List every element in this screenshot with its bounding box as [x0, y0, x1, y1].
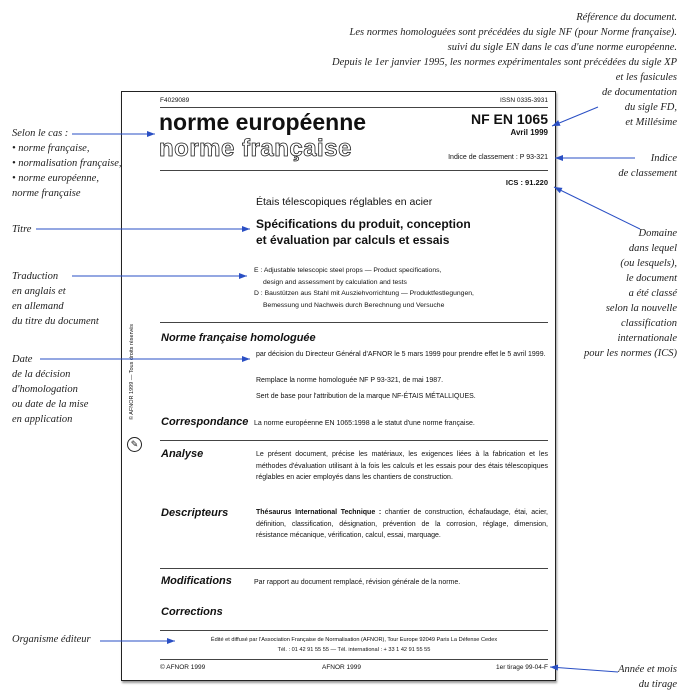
- note-line: Année et mois: [618, 664, 677, 675]
- publisher-line: Édité et diffusé par l'Association Française de Normalisation (AFNOR), Tour Europe 92049 Paris La Défense Cedex: [210, 637, 498, 643]
- footer-center: AFNOR 1999: [322, 664, 362, 671]
- corrections-heading: Corrections: [161, 606, 223, 618]
- document-code: F4029089: [160, 97, 190, 104]
- translation-de: D : Baustützen aus Stahl mit Ausziehvorrichtung — Produktfestlegungen,: [254, 290, 474, 297]
- translation-de: Bemessung und Nachweis durch Berechnung und Versuche: [263, 301, 445, 309]
- analyse-heading: Analyse: [161, 448, 204, 460]
- note-line: pour les normes (ICS): [583, 348, 677, 359]
- sert-text: Sert de base pour l'attribution de la marque NF-ÉTAIS MÉTALLIQUES.: [256, 393, 476, 400]
- note-line: selon la nouvelle: [605, 303, 677, 314]
- remplace-text: Remplace la norme homologuée NF P 93-321, de mai 1987.: [256, 377, 444, 384]
- document-type-secondary: norme française: [159, 135, 352, 162]
- note-line: classification: [621, 318, 677, 329]
- note-line: Référence du document.: [576, 12, 677, 23]
- correspondance-text: La norme européenne EN 1065:1998 a le statut d'une norme française.: [254, 420, 475, 427]
- note-line: Selon le cas :: [12, 128, 69, 139]
- note-line: Domaine: [638, 228, 677, 239]
- note-line: du titre du document: [12, 316, 99, 327]
- translation-en: design and assessment by calculation and tests: [263, 278, 407, 286]
- homologuee-text: par décision du Directeur Général d'AFNOR le 5 mars 1999 pour prendre effet le 5 avril 1999.: [256, 351, 546, 358]
- document-type-primary: norme européenne: [159, 109, 367, 135]
- note-line: et Millésime: [625, 117, 677, 128]
- footer-printing: 1er tirage 99-04-F: [495, 664, 548, 671]
- descripteurs-lead: Thésaurus International Technique :: [256, 509, 382, 516]
- note-line: Traduction: [12, 271, 59, 282]
- indice-classement: Indice de classement : P 93-321: [448, 154, 548, 161]
- note-line: du tirage: [638, 679, 677, 690]
- note-line: • norme européenne,: [12, 173, 99, 184]
- note-line: de la décision: [12, 369, 71, 380]
- annotation-organisme: Organisme éditeur: [12, 634, 91, 645]
- publisher-line: Tél. : 01 42 91 55 55 — Tél. international : + 33 1 42 91 55 55: [277, 647, 431, 653]
- descripteurs-heading: Descripteurs: [161, 507, 229, 519]
- standard-date: Avril 1999: [510, 128, 548, 137]
- arrow: [554, 187, 640, 229]
- title-line: et évaluation par calculs et essais: [256, 233, 450, 247]
- note-line: d'homologation: [12, 384, 78, 395]
- footer-copyright: © AFNOR 1999: [160, 664, 206, 671]
- note-line: norme française: [12, 188, 81, 199]
- note-line: (ou lesquels),: [620, 258, 677, 269]
- note-line: a été classé: [628, 288, 677, 299]
- note-line: en anglais et: [12, 286, 66, 297]
- document-subtitle: Étais télescopiques réglables en acier: [256, 196, 433, 208]
- modifications-text: Par rapport au document remplacé, révision générale de la norme.: [254, 579, 461, 586]
- note-line: et les fasicules: [615, 72, 677, 83]
- issn: ISSN 0335-3931: [499, 97, 548, 104]
- note-line: du sigle FD,: [624, 102, 677, 113]
- modifications-heading: Modifications: [161, 575, 232, 587]
- note-line: Les normes homologuées sont précédées du sigle NF (pour Norme française).: [349, 27, 677, 38]
- note-line: de documentation: [602, 87, 677, 98]
- note-line: Indice: [650, 153, 677, 164]
- note-line: dans lequel: [628, 243, 677, 254]
- note-line: internationale: [617, 333, 677, 344]
- standard-reference: NF EN 1065: [470, 111, 548, 127]
- note-line: le document: [625, 273, 677, 284]
- note-line: en application: [12, 414, 73, 425]
- ics-code: ICS : 91.220: [505, 178, 548, 187]
- note-line: suivi du sigle EN dans le cas d'une norme européenne.: [447, 42, 677, 53]
- side-copyright: © AFNOR 1999 — Tous droits réservés: [129, 324, 135, 420]
- arrow: [550, 667, 618, 672]
- annotation-titre: Titre: [12, 224, 32, 235]
- note-line: en allemand: [12, 301, 64, 312]
- note-line: de classement: [618, 168, 677, 179]
- analyse-text: Le présent document, précise les matériaux, les exigences liées à la fabrication et les méthodes d'évaluation utilisant à la fois les calculs et les essais pour des étais télescopiques réglables en acier employés dans les chantiers de construction.: [256, 451, 548, 481]
- note-line: • normalisation française,: [12, 158, 122, 169]
- arrow: [552, 107, 598, 126]
- title-line: Spécifications du produit, conception: [256, 217, 471, 231]
- correspondance-heading: Correspondance: [161, 416, 249, 428]
- homologuee-heading: Norme française homologuée: [161, 332, 316, 344]
- no-photocopy-icon: ✎: [127, 437, 142, 452]
- note-line: Date: [12, 354, 33, 365]
- note-line: ou date de la mise: [12, 399, 89, 410]
- note-line: • norme française,: [12, 143, 90, 154]
- translation-en: E : Adjustable telescopic steel props — Product specifications,: [254, 267, 442, 274]
- descripteurs-list: chantier de construction, échafaudage, étai, acier, définition, classification, désignation, prévention de la corrosion, réglage, dimension, résistance mécanique, vérification, calcul, essai, marquage.: [256, 509, 549, 539]
- note-line: Depuis le 1er janvier 1995, les normes expérimentales sont précédées du sigle XP: [332, 57, 677, 68]
